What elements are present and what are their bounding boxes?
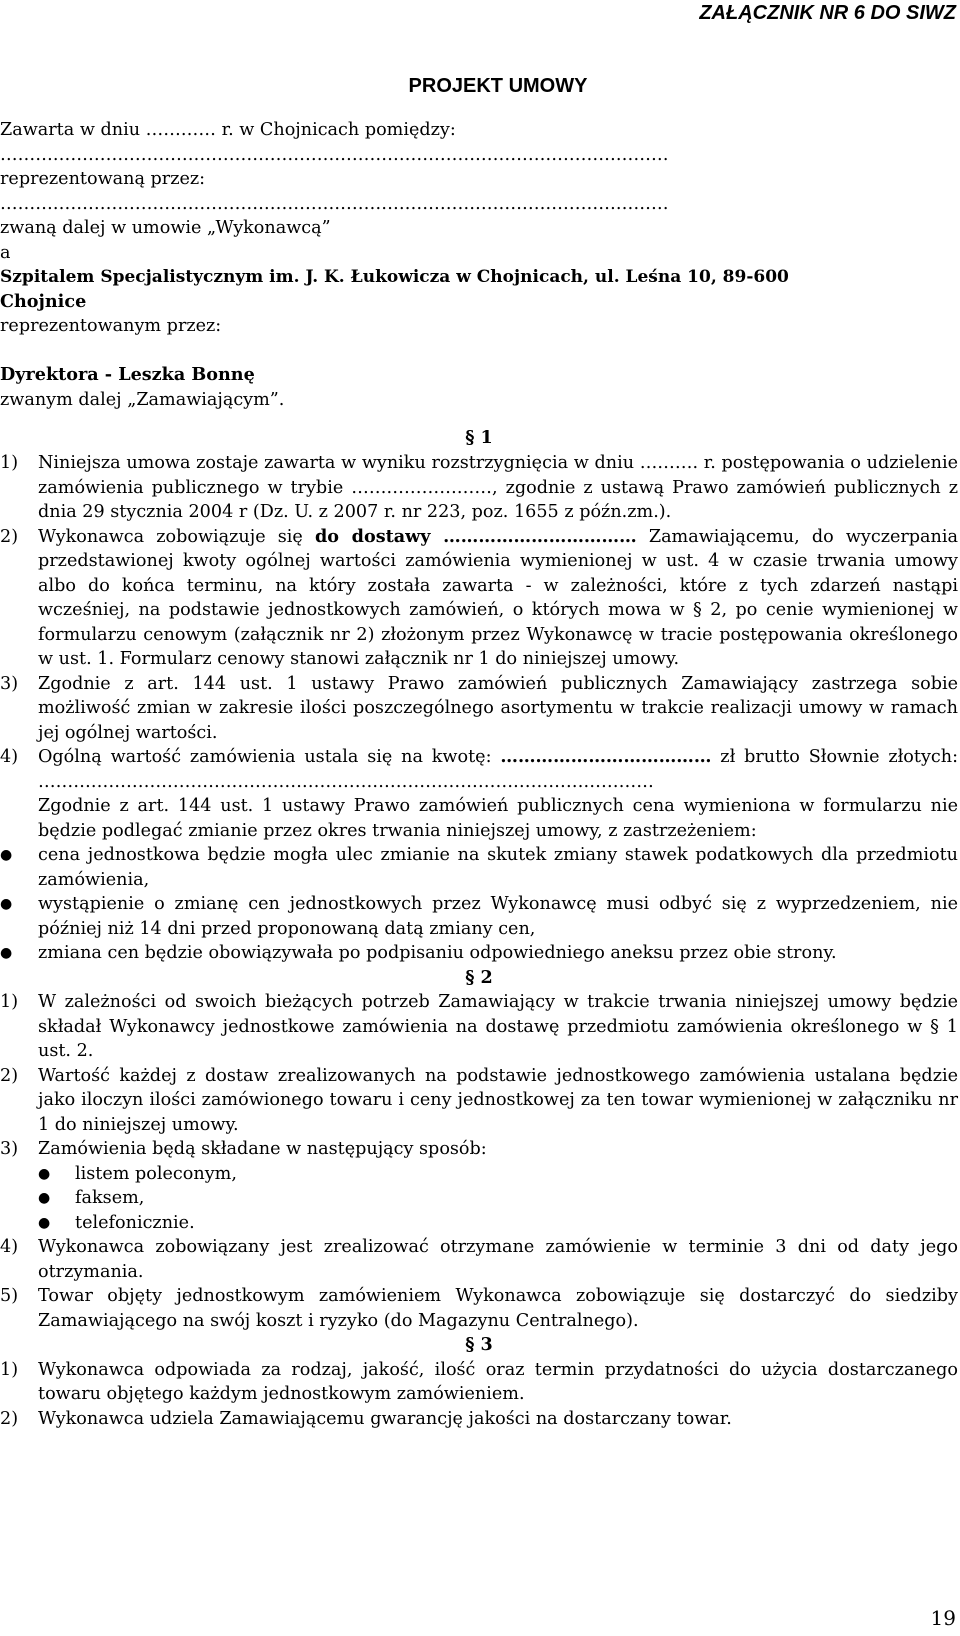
- intro-line: zwanym dalej „Zamawiającym”.: [0, 389, 285, 410]
- bullet-text: telefonicznie.: [75, 1212, 195, 1233]
- item-text: Wykonawca udziela Zamawiającemu gwarancję jakości na dostarczany towar.: [38, 1408, 732, 1429]
- item-text: Towar objęty jednostkowym zamówieniem Wykonawca zobowiązuje się dostarczyć do siedziby Zamawiającego na swój koszt i ryzyko (do Magazynu Centralnego).: [38, 1286, 958, 1331]
- bullet-item: [0, 1211, 958, 1236]
- item-number: 1): [0, 1359, 19, 1380]
- bullet-icon: ●: [0, 847, 13, 863]
- item-number: 3): [0, 1139, 19, 1159]
- intro-line: Zawarta w dniu ………… r. w Chojnicach pomiędzy:: [0, 120, 456, 140]
- bullet-text: listem poleconym,: [75, 1163, 237, 1184]
- annex-label: ZAŁĄCZNIK NR 6 DO SIWZ: [699, 2, 956, 24]
- bullet-icon: ●: [38, 1190, 51, 1206]
- bullet-text: wystąpienie o zmianę cen jednostkowych przez Wykonawcę musi odbyć się z wyprzedzeniem, nie później niż 14 dni przed proponowaną datą zmiany cen,: [38, 894, 958, 939]
- bullet-icon: ●: [38, 1214, 51, 1231]
- list-item: [0, 1358, 958, 1407]
- bullet-text: cena jednostkowa będzie mogła ulec zmianie na skutek zmiany stawek podatkowych dla przedmiotu zamówienia,: [38, 845, 958, 890]
- item-text: Wykonawca zobowiązuje się: [38, 526, 315, 547]
- item-number: 2): [0, 526, 19, 547]
- spacer: [0, 339, 958, 364]
- item-text: Niniejsza umowa zostaje zawarta w wyniku rozstrzygnięcia w dniu ………. r. postępowania o udzielenie zamówienia publicznego w trybie ……………………, zgodnie z ustawą Prawo zamówień publicznych z dnia 29 stycznia 2004 r (Dz. U. z 2007 r. nr 223, poz. 1655 z późn.zm.).: [38, 453, 958, 522]
- bullet-item: [0, 892, 958, 941]
- item-text: Zamówienia będą składane w następujący sposób:: [38, 1139, 487, 1159]
- list-item: [0, 1407, 958, 1432]
- item-number: 3): [0, 673, 19, 694]
- bullet-icon: ●: [0, 896, 13, 912]
- item-text-bold: do dostawy ……………………………: [314, 525, 637, 547]
- intro-line: a: [0, 242, 11, 263]
- list-item: [0, 525, 958, 672]
- bullet-item: [0, 1186, 958, 1211]
- bullet-text: faksem,: [75, 1188, 145, 1208]
- section-heading-3: § 3: [465, 1334, 493, 1355]
- section-heading-1: § 1: [465, 427, 493, 448]
- item-text: zł brutto Słownie złotych: ……………………………………………………………………………………………: [38, 747, 959, 792]
- item-text: Ogólną wartość zamówienia ustala się na kwotę:: [38, 747, 501, 767]
- bullet-icon: ●: [38, 1165, 51, 1182]
- document-title: PROJEKT UMOWY: [408, 75, 588, 97]
- list-item: [0, 672, 958, 746]
- item-number: 2): [0, 1065, 19, 1086]
- intro-line: reprezentowaną przez:: [0, 169, 206, 189]
- page-number: 19: [930, 1605, 956, 1630]
- item-number: 2): [0, 1408, 19, 1429]
- intro-line: ……………………………………………………………………………………………………: [0, 193, 669, 214]
- item-number: 4): [0, 1237, 19, 1257]
- item-text: Wartość każdej z dostaw zrealizowanych na podstawie jednostkowego zamówienia ustalana będzie jako iloczyn ilości zamówionego towaru i ceny jednostkowej za ten towar wymienionej w załączniku nr 1 do niniejszej umowy.: [38, 1065, 958, 1135]
- list-item: [0, 990, 958, 1064]
- item-continuation: Zgodnie z art. 144 ust. 1 ustawy Prawo zamówień publicznych cena wymieniona w formularzu nie będzie podlegać zmianie przez okres trwania niniejszej umowy, z zastrzeżeniem:: [38, 796, 958, 841]
- list-item: [0, 1137, 958, 1162]
- item-number: 1): [0, 453, 19, 473]
- bullet-item: [0, 941, 958, 966]
- bullet-item: [0, 843, 958, 892]
- intro-line: reprezentowanym przez:: [0, 316, 222, 336]
- item-number: 1): [0, 992, 19, 1012]
- item-text: Wykonawca odpowiada za rodzaj, jakość, ilość oraz termin przydatności do użycia dostarczanego towaru objętego każdym jednostkowym zamówieniem.: [38, 1359, 958, 1404]
- item-text: Zgodnie z art. 144 ust. 1 ustawy Prawo zamówień publicznych Zamawiający zastrzega sobie możliwość zmian w zakresie ilości poszczególnego asortymentu w trakcie realizacji umowy w ramach jej ogólnej wartości.: [38, 673, 958, 743]
- intro-line: zwaną dalej w umowie „Wykonawcą”: [0, 218, 331, 238]
- list-item: [0, 451, 958, 525]
- contract-parties: [0, 118, 958, 412]
- section-heading-2: § 2: [465, 966, 493, 988]
- intro-line: Chojnice: [0, 290, 87, 312]
- bullet-item: [0, 1162, 958, 1187]
- bullet-icon: ●: [0, 945, 13, 961]
- intro-line: ……………………………………………………………………………………………………: [0, 144, 669, 165]
- item-number: 4): [0, 747, 19, 767]
- item-text: Zamawiającemu, do wyczerpania przedstawionej kwoty ogólnej wartości zamówienia wymienionej w ust. 4 w czasie trwania umowy albo do końca terminu, na który została zawarta - w zależności, które z tych zdarzeń nastąpi wcześniej, na podstawie jednostkowych zamówień, o których mowa w § 2, po cenie wymienionej w formularzu cenowym (załącznik nr 2) złożonym przez Wykonawcę w tracie postępowania określonego w ust. 1. Formularz cenowy stanowi załącznik nr 1 do niniejszej umowy.: [38, 526, 958, 669]
- list-item: [0, 745, 958, 794]
- item-text: Wykonawca zobowiązany jest zrealizować otrzymane zamówienie w terminie 3 dni od daty jego otrzymania.: [38, 1237, 958, 1282]
- item-text: W zależności od swoich bieżących potrzeb Zamawiający w trakcie trwania niniejszej umowy będzie składał Wykonawcy jednostkowe zamówienia na dostawę przedmiotu zamówienia określonego w § 1 ust. 2.: [38, 992, 958, 1061]
- bullet-text: zmiana cen będzie obowiązywała po podpisaniu odpowiedniego aneksu przez obie strony.: [38, 943, 837, 963]
- list-item: [0, 1064, 958, 1138]
- intro-line: Dyrektora - Leszka Bonnę: [0, 364, 255, 385]
- list-item: [0, 1235, 958, 1284]
- section-1: [0, 451, 958, 1431]
- intro-line: Szpitalem Specjalistycznym im. J. K. Łukowicza w Chojnicach, ul. Leśna 10, 89-600: [0, 267, 789, 287]
- item-text-bold: ………………………………: [500, 746, 712, 767]
- list-item: [0, 1284, 958, 1333]
- item-number: 5): [0, 1286, 19, 1306]
